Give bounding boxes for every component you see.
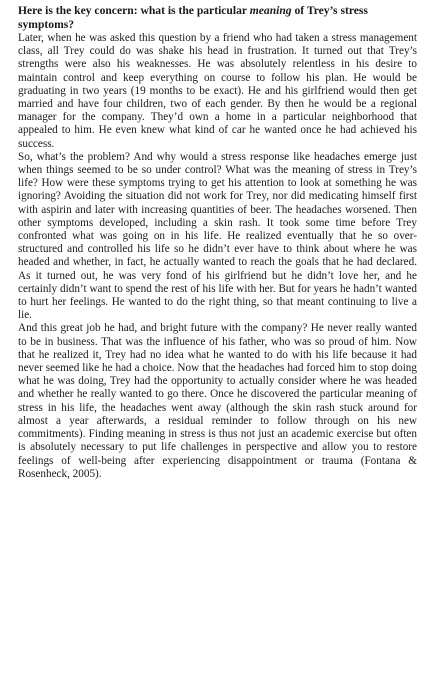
paragraph-2: So, what’s the problem? And why would a stress response like headaches emerge just when things seemed to be so under control? What was the meaning of stress in Trey’s life? How were these symptoms trying to get his attention to look at something he was ignoring? Avoiding the situation did not work for Trey, nor did medicating himself first with aspirin and later with increasing quantities of beer. The headaches worsened. Then other symptoms developed, including a skin rash. It took some time before Trey confronted what was going on in his life. He realized eventually that he so over-structured and controlled his life so he didn’t ever have to think about where he was headed and whether, in fact, he actually wanted to reach the goals that he had declared. As it turned out, he was very fond of his girlfriend but he didn’t love her, and he certainly didn’t want to spend the rest of his life with her. But for years he hadn’t wanted to hurt her feelings. He wanted to do the right thing, so that meant continuing to live a lie. <box>18 150 417 322</box>
heading-emphasis: meaning <box>249 4 292 17</box>
paragraph-1: Later, when he was asked this question by a friend who had taken a stress management class, all Trey could do was shake his head in frustration. It turned out that Trey’s strengths were also his weaknesses. He was absolutely relentless in his desire to maintain control and keep everything on course to follow his plan. He would be graduating in two years (19 months to be exact). He and his girlfriend would then get married and have four children, two of each gender. By then he would be a regional manager for the company. They’d own a home in a particular neighborhood that appealed to him. He even knew what kind of car he wanted once he had achieved his success. <box>18 32 417 150</box>
section-heading <box>18 4 417 32</box>
paragraph-3: And this great job he had, and bright future with the company? He never really wanted to be in business. That was the influence of his father, who was so proud of him. Now that he realized it, Trey had no idea what he wanted to do with his life because it had never seemed like he had a choice. Now that the headaches had forced him to stop doing what he was doing, Trey had the opportunity to actually consider where he was headed and whether he really wanted to go there. Once he discovered the particular meaning of stress in his life, the headaches went away (although the skin rash stuck around for almost a year afterwards, a residual reminder to follow through on his new commitments). Finding meaning in stress is thus not just an academic exercise but often is absolutely necessary to put life challenges in perspective and allow you to restore feelings of well-being after experiencing disappointment or trauma (Fontana & Rosenheck, 2005). <box>18 322 417 480</box>
heading-text-end: of Trey’s stress symptoms? <box>18 4 368 31</box>
heading-text-start: Here is the key concern: what is the particular <box>18 4 250 17</box>
